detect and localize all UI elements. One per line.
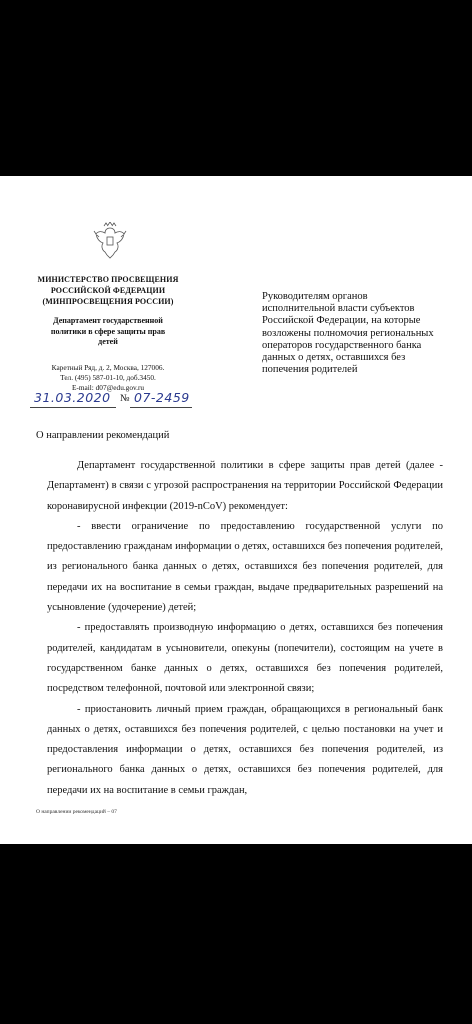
address-line: E-mail: d07@edu.gov.ru [71,383,145,392]
ministry-name [18,274,198,307]
page-footer: О направлении рекомендаций – 07 [36,809,117,815]
document-page [0,176,472,844]
addressee-line: Руководителям органов [262,291,368,302]
russian-coat-of-arms-icon [93,222,127,260]
body-paragraph: - ввести ограничение по предоставлению государственной услуги по предоставлению гражданам информации о детях, оставшихся без попечения родителей, из регионального банка данных о детях, оставшихся без попечения родителей, для передачи их на воспитание в семьи граждан, выдаче предварительных разрешений на усыновление (удочерение) детей; [47,520,443,614]
letter-subject: О направлении рекомендаций [36,430,170,441]
department-line: Департамент государственной [53,316,163,325]
date-underline [30,407,116,408]
department-name [18,316,198,348]
letter-body [47,456,443,801]
handwritten-date: 31.03.2020 [34,390,111,405]
registration-line [30,390,200,410]
handwritten-number: 07-2459 [134,390,190,405]
addressee-line: операторов государственного банка [262,339,422,351]
addressee-line: Российской Федерации, на которые [262,315,421,327]
addressee-block [262,291,452,376]
department-line: политики в сфере защиты прав [50,326,166,336]
ministry-line: РОССИЙСКОЙ ФЕДЕРАЦИИ [50,286,166,295]
addressee-line: данных о детях, оставшихся без [262,352,406,364]
body-paragraph: Департамент государственной политики в сфере защиты прав детей (далее - Департамент) в связи с угрозой распространения на территории Российской Федерации коронавирусной инфекции (2019-nCoV) рекомендует: [47,460,443,512]
number-sign: № [120,393,130,404]
address-line: Тел. (495) 587-01-10, доб.3450. [60,373,156,382]
body-paragraph: - приостановить личный прием граждан, обращающихся в региональный банк данных о детях, оставшихся без попечения родителей, с целью постановки на учет и предоставления информации о детях, оставшихся без попечения родителей, из регионального банка данных о детях, оставшихся без попечения родителей, для передачи их на воспитание в семьи граждан, [47,703,443,796]
department-line: детей [98,337,118,346]
body-paragraph: - предоставлять производную информацию о детях, оставшихся без попечения родителей, кандидатам в усыновители, опекуны (попечители), состоящим на учете в государственном банке данных о детях, оставшихся без попечения родителей, посредством телефонной, почтовой или электронной связи; [47,622,443,695]
sender-address [18,363,198,393]
ministry-line: (МИНПРОСВЕЩЕНИЯ РОССИИ) [42,297,174,306]
ministry-line: МИНИСТЕРСТВО ПРОСВЕЩЕНИЯ [37,275,179,284]
addressee-line: возложены полномочия региональных [262,327,434,339]
address-line: Каретный Ряд, д. 2, Москва, 127006. [51,363,165,372]
addressee-line: попечения родителей [262,364,358,376]
number-underline [130,407,192,408]
addressee-line: исполнительной власти субъектов [262,303,415,315]
